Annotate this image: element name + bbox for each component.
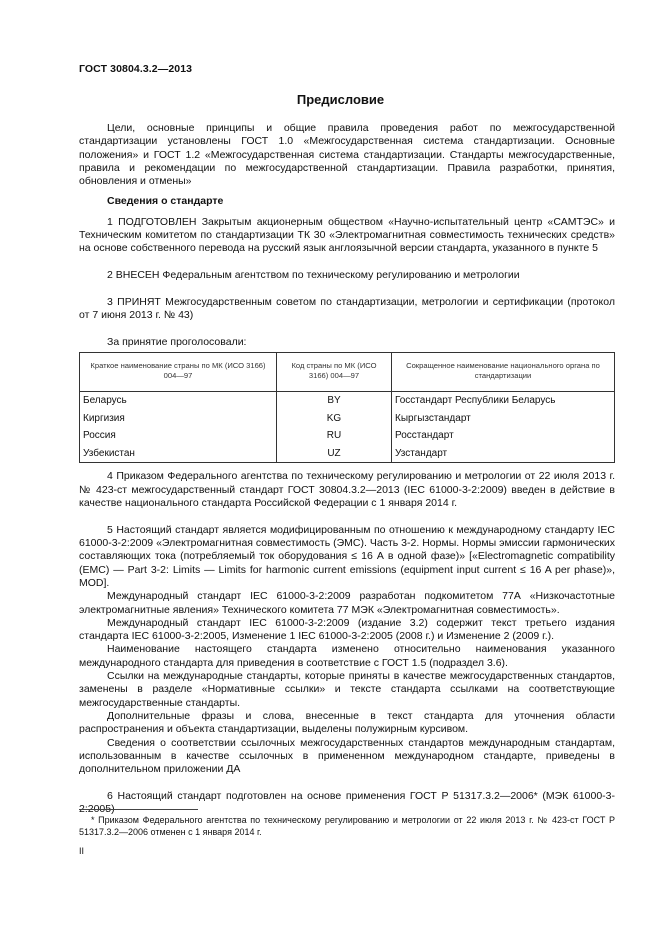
table-header-row (80, 353, 615, 392)
table-row (80, 410, 615, 428)
item-2: 2 ВНЕСЕН Федеральным агентством по техническому регулированию и метрологии (107, 269, 520, 282)
table-header-body: Сокращенное наименование национального органа по стандартизации (392, 353, 615, 392)
code-cell: BY (277, 392, 392, 410)
item-3: 3 ПРИНЯТ Межгосударственным советом по стандартизации, метрологии и сертификации (протокол от 7 июня 2013 г. № 43) (79, 295, 615, 322)
code-cell: UZ (277, 445, 392, 463)
item-1: 1 ПОДГОТОВЛЕН Закрытым акционерным обществом «Научно-испытательный центр «САМТЭС» и Техническим комитетом по стандартизации ТК 30 «Электромагнитная совместимость технических средств» на основе собственного перевода на русский язык англоязычной версии стандарта, указанного в пункте 5 (79, 215, 615, 255)
country-cell: Беларусь (80, 392, 277, 410)
code-cell: KG (277, 410, 392, 428)
intro-paragraph: Цели, основные принципы и общие правила проведения работ по межгосударственной стандартизации установлены ГОСТ 1.0 «Межгосударственная система стандартизации. Основные положения» и ГОСТ 1.2 «Межгосударственная система стандартизации. Стандарты межгосударственные, правила и рекомендации по межгосударственной стандартизации. Правила разработки, принятия, обновления и отмены» (79, 122, 615, 188)
subheading: Сведения о стандарте (107, 195, 224, 208)
footnote-divider (79, 809, 198, 810)
body-cell: Кыргызстандарт (392, 410, 615, 428)
voting-table (79, 352, 615, 463)
body-cell: Госстандарт Республики Беларусь (392, 392, 615, 410)
item-6: 6 Настоящий стандарт подготовлен на основе применения ГОСТ Р 51317.3.2—2006* (МЭК 61000-3-2:2005) (79, 789, 615, 816)
table-row (80, 445, 615, 463)
item-5-paragraph-4: Наименование настоящего стандарта изменено относительно наименования указанного международного стандарта для приведения в соответствие с ГОСТ 1.5 (подраздел 3.6). (79, 643, 615, 669)
country-cell: Киргизия (80, 410, 277, 428)
item-5-paragraph-3: Международный стандарт IEC 61000-3-2:2009 (издание 3.2) содержит текст третьего издания стандарта IEC 61000-3-2:2005, Изменение 1 IEC 61000-3-2:2005 (2008 г.) и Изменение 2 (2009 г.). (79, 616, 615, 643)
body-cell: Росстандарт (392, 427, 615, 445)
footnote: * Приказом Федерального агентства по техническому регулированию и метрологии от 22 июля 2013 г. № 423-ст ГОСТ Р 51317.3.2—2006 отменен с 1 января 2014 г. (79, 815, 615, 837)
standard-code-header: ГОСТ 30804.3.2—2013 (79, 63, 193, 75)
country-cell: Россия (80, 427, 277, 445)
body-cell: Узстандарт (392, 445, 615, 463)
table-row (80, 427, 615, 445)
table-header-code: Код страны по МК (ИСО 3166) 004—97 (277, 353, 392, 392)
page-title: Предисловие (296, 92, 385, 107)
item-5: 5 Настоящий стандарт является модифицированным по отношению к международному стандарту IEC 61000-3-2:2009 «Электромагнитная совместимость (ЭМС). Часть 3-2. Нормы. Нормы эмиссии гармонических составляющих тока (потребляемый ток оборудования ≤ 16 А в одной фазе)» [«Electromagnetic compatibility (EMC) — Part 3-2: Limits — Limits for harmonic current emissions (equipment input current ≤ 16 A per phase)», MOD]. (79, 523, 615, 589)
item-5-paragraph-2: Международный стандарт IEC 61000-3-2:2009 разработан подкомитетом 77А «Низкочастотные электромагнитные явления» Технического комитета 77 МЭК «Электромагнитная совместимость». (79, 590, 615, 616)
table-header-country: Краткое наименование страны по МК (ИСО 3166) 004—97 (80, 353, 277, 392)
item-4: 4 Приказом Федерального агентства по техническому регулированию и метрологии от 22 июля 2013 г. № 423-ст межгосударственный стандарт ГОСТ 30804.3.2—2013 (IEC 61000-3-2:2009) введен в действие в качестве национального стандарта Российской Федерации с 1 января 2014 г. (79, 470, 615, 509)
code-cell: RU (277, 427, 392, 445)
document-body (79, 122, 615, 816)
voted-label: За принятие проголосовали: (107, 336, 247, 349)
page-number: II (79, 846, 85, 856)
country-cell: Узбекистан (80, 445, 277, 463)
item-5-paragraph-7: Сведения о соответствии ссылочных межгосударственных стандартов международным стандартам, использованным в качестве ссылочных в примененном международном стандарте, приведены в дополнительном приложении ДА (79, 736, 615, 776)
table-row (80, 392, 615, 410)
item-5-paragraph-5: Ссылки на международные стандарты, которые приняты в качестве межгосударственных стандартов, заменены в разделе «Нормативные ссылки» и тексте стандарта ссылками на соответствующие межгосударственные стандарты. (79, 670, 615, 709)
item-5-paragraph-6: Дополнительные фразы и слова, внесенные в текст стандарта для уточнения области распространения и объекта стандартизации, выделены полужирным курсивом. (79, 709, 615, 736)
